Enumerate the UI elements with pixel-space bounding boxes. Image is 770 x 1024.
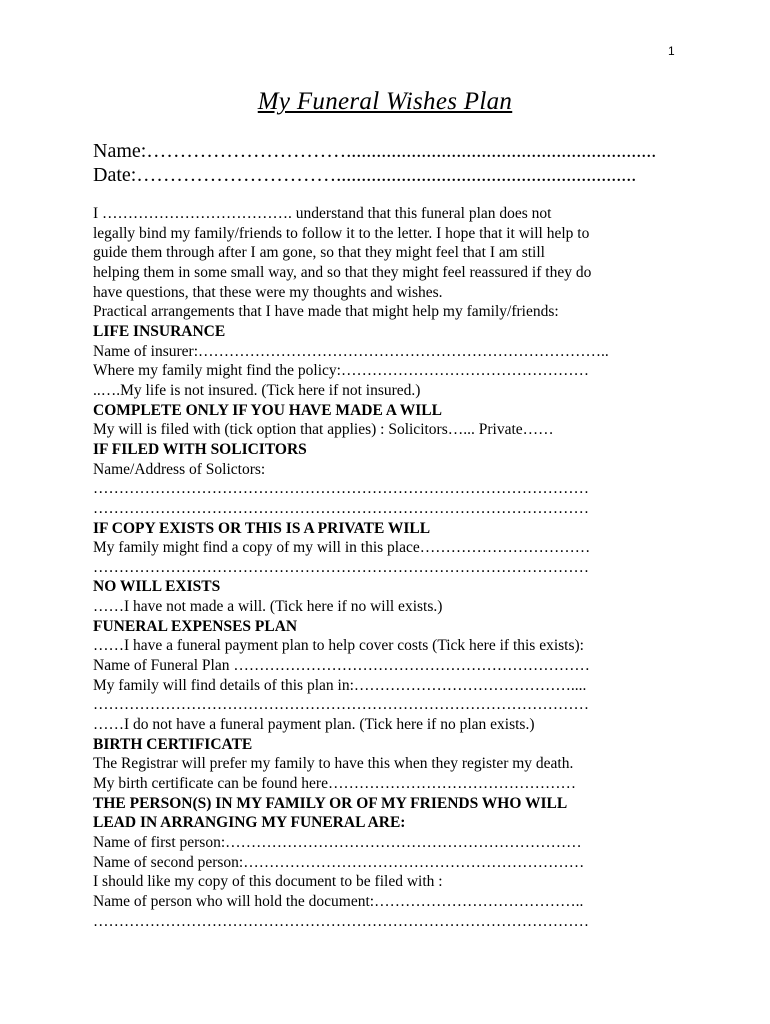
text-line: guide them through after I am gone, so that they might feel that I am still — [93, 244, 545, 262]
text-line: Name of first person:…………………………………………………………… — [93, 834, 582, 851]
text-line: …………………………………………………………………………………… — [93, 558, 589, 576]
text-line: …………………………………………………………………………………… — [93, 499, 589, 517]
section-heading: IF COPY EXISTS OR THIS IS A PRIVATE WILL — [93, 519, 431, 537]
section-heading: FUNERAL EXPENSES PLAN — [93, 617, 298, 635]
document-body — [93, 204, 693, 931]
text-line: My family will find details of this plan in:…………………………………….... — [93, 676, 587, 694]
text-line: …………………………………………………………………………………… — [93, 696, 589, 714]
text-line: Name/Address of Solictors: — [93, 460, 266, 478]
text-line: ……I have not made a will. (Tick here if no will exists.) — [93, 598, 443, 616]
text-line: have questions, that these were my thoughts and wishes. — [93, 283, 443, 301]
text-line: …………………………………………………………………………………… — [93, 912, 589, 930]
text-line: Name of second person:………………………………………………………… — [93, 853, 585, 871]
date-field: Date:…………………………............................................................ — [93, 164, 637, 186]
text-line: The Registrar will prefer my family to have this when they register my death. — [93, 755, 574, 773]
text-line: legally bind my family/friends to follow it to the letter. I hope that it will help to — [93, 224, 590, 242]
section-heading: NO WILL EXISTS — [93, 578, 221, 596]
header-fields — [93, 139, 693, 187]
text-line: ……I do not have a funeral payment plan. (Tick here if no plan exists.) — [93, 716, 535, 734]
text-line: …………………………………………………………………………………… — [93, 480, 589, 498]
section-heading: BIRTH CERTIFICATE — [93, 735, 253, 753]
text-line: Name of Funeral Plan …………………………………………………………… — [93, 657, 590, 675]
text-line: ..….My life is not insured. (Tick here if not insured.) — [93, 381, 421, 399]
text-line: Name of person who will hold the document:………………………………….. — [93, 892, 584, 910]
name-field: Name:………………………….............................................................. — [93, 140, 657, 162]
text-line: I should like my copy of this document to be filed with : — [93, 873, 443, 891]
text-line: helping them in some small way, and so that they might feel reassured if they do — [93, 263, 592, 281]
text-line: Name of insurer:…………………………………………………………………….. — [93, 342, 609, 360]
text-line: ……I have a funeral payment plan to help cover costs (Tick here if this exists): — [93, 637, 584, 655]
text-line: I ………………………………. understand that this funeral plan does not — [93, 205, 552, 222]
section-heading: COMPLETE ONLY IF YOU HAVE MADE A WILL — [93, 401, 442, 419]
section-heading: THE PERSON(S) IN MY FAMILY OR OF MY FRIENDS WHO WILL — [93, 794, 568, 812]
text-line: My will is filed with (tick option that applies) : Solicitors…... Private…… — [93, 421, 554, 439]
section-heading: IF FILED WITH SOLICITORS — [93, 440, 307, 458]
text-line: Practical arrangements that I have made that might help my family/friends: — [93, 303, 559, 321]
page-number: 1 — [668, 44, 675, 58]
text-line: My birth certificate can be found here………………………………………… — [93, 775, 576, 793]
text-line: My family might find a copy of my will in this place…………………………… — [93, 539, 591, 557]
section-heading: LIFE INSURANCE — [93, 322, 226, 340]
page-title: My Funeral Wishes Plan — [257, 88, 513, 115]
section-heading: LEAD IN ARRANGING MY FUNERAL ARE: — [93, 814, 406, 832]
text-line: Where my family might find the policy:………………………………………… — [93, 362, 589, 380]
